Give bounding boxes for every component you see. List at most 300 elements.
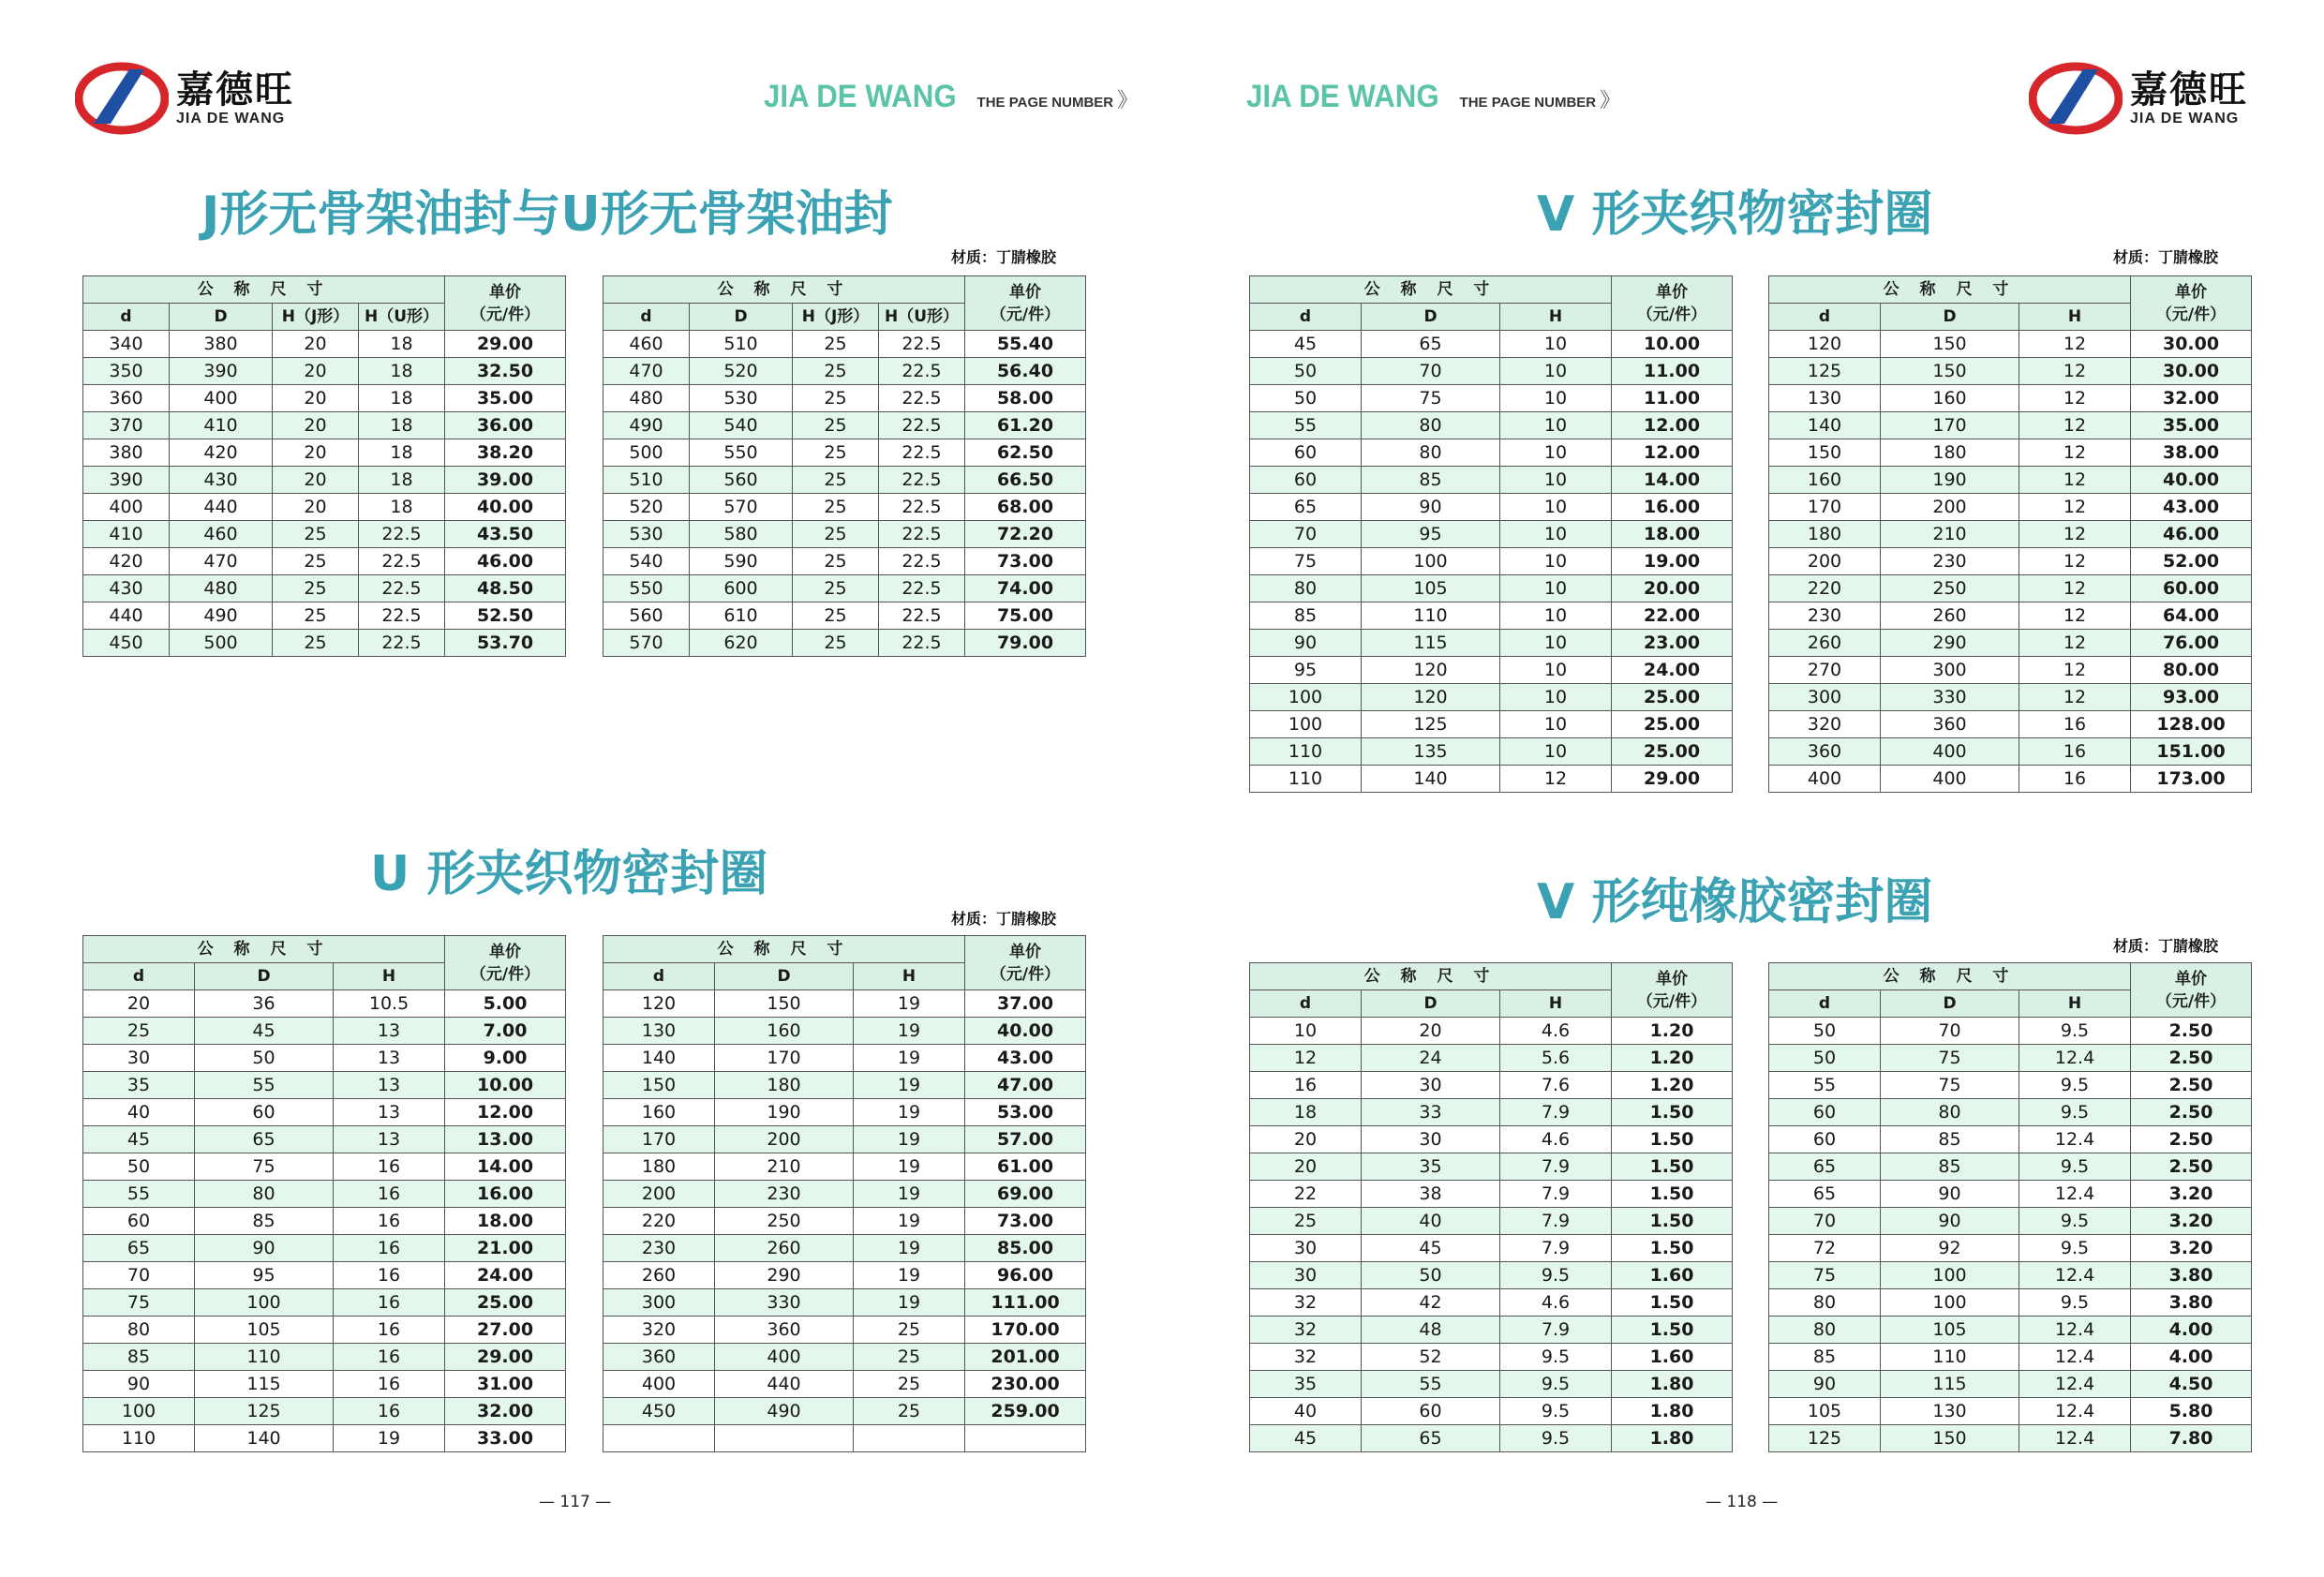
table-row bbox=[83, 1371, 566, 1398]
size-cell: 330 bbox=[1881, 684, 2019, 711]
table-row bbox=[1769, 331, 2252, 358]
table-row bbox=[1250, 1235, 1733, 1262]
table-row bbox=[603, 1018, 1086, 1045]
size-cell: 13 bbox=[334, 1072, 445, 1099]
size-cell: 16 bbox=[334, 1371, 445, 1398]
size-cell: 360 bbox=[715, 1317, 854, 1344]
size-cell: 120 bbox=[1362, 657, 1500, 684]
table-row bbox=[1769, 1099, 2252, 1126]
size-cell: 10 bbox=[1500, 494, 1612, 521]
size-cell: 370 bbox=[83, 412, 170, 439]
table-row bbox=[83, 385, 566, 412]
price-cell: 16.00 bbox=[445, 1181, 566, 1208]
price-cell: 1.60 bbox=[1612, 1262, 1733, 1289]
table-row bbox=[603, 575, 1086, 603]
price-cell: 61.00 bbox=[965, 1153, 1086, 1181]
header-unit-price: 单价 （元/件） bbox=[965, 276, 1086, 331]
size-cell: 200 bbox=[1881, 494, 2019, 521]
header-h-j: H（J形） bbox=[793, 304, 879, 331]
price-cell: 4.00 bbox=[2131, 1317, 2252, 1344]
price-cell: 53.00 bbox=[965, 1099, 1086, 1126]
size-cell: 32 bbox=[1250, 1317, 1362, 1344]
size-cell: 10 bbox=[1500, 412, 1612, 439]
size-cell: 400 bbox=[603, 1371, 715, 1398]
size-cell: 150 bbox=[1881, 331, 2019, 358]
size-cell: 95 bbox=[195, 1262, 334, 1289]
header-unit-price: 单价 （元/件） bbox=[2131, 963, 2252, 1018]
size-cell: 90 bbox=[1362, 494, 1500, 521]
price-cell: 18.00 bbox=[445, 1208, 566, 1235]
price-cell bbox=[965, 1425, 1086, 1452]
brand-name: JIA DE WANG bbox=[1246, 79, 1439, 114]
table-row bbox=[83, 1317, 566, 1344]
size-cell: 180 bbox=[603, 1153, 715, 1181]
price-cell: 1.50 bbox=[1612, 1317, 1733, 1344]
price-cell: 2.50 bbox=[2131, 1126, 2252, 1153]
header-unit-price: 单价 （元/件） bbox=[445, 936, 566, 990]
size-cell: 18 bbox=[1250, 1099, 1362, 1126]
size-cell: 100 bbox=[195, 1289, 334, 1317]
price-table-j-u-left bbox=[82, 275, 566, 657]
table-row bbox=[603, 1099, 1086, 1126]
price-cell: 40.00 bbox=[445, 494, 566, 521]
size-cell: 13 bbox=[334, 1018, 445, 1045]
table-row bbox=[603, 1371, 1086, 1398]
size-cell: 440 bbox=[83, 603, 170, 630]
size-cell: 580 bbox=[690, 521, 793, 548]
size-cell: 400 bbox=[1881, 766, 2019, 793]
size-cell: 12 bbox=[2019, 331, 2131, 358]
size-cell: 60 bbox=[1769, 1099, 1881, 1126]
price-cell: 33.00 bbox=[445, 1425, 566, 1452]
size-cell: 110 bbox=[1250, 766, 1362, 793]
size-cell: 110 bbox=[1250, 738, 1362, 766]
size-cell: 30 bbox=[1362, 1126, 1500, 1153]
table-row bbox=[83, 1289, 566, 1317]
size-cell: 22.5 bbox=[879, 603, 965, 630]
size-cell: 19 bbox=[854, 1153, 965, 1181]
size-cell: 16 bbox=[334, 1262, 445, 1289]
size-cell: 320 bbox=[603, 1317, 715, 1344]
size-cell: 400 bbox=[83, 494, 170, 521]
size-cell: 22.5 bbox=[879, 385, 965, 412]
size-cell: 20 bbox=[1250, 1153, 1362, 1181]
table-row bbox=[83, 1072, 566, 1099]
size-cell: 430 bbox=[83, 575, 170, 603]
size-cell: 150 bbox=[603, 1072, 715, 1099]
price-cell: 1.50 bbox=[1612, 1181, 1733, 1208]
size-cell: 9.5 bbox=[2019, 1289, 2131, 1317]
size-cell: 140 bbox=[1769, 412, 1881, 439]
size-cell: 19 bbox=[854, 1181, 965, 1208]
size-cell: 85 bbox=[1881, 1153, 2019, 1181]
header-D: D bbox=[1362, 304, 1500, 331]
table-row bbox=[1769, 1126, 2252, 1153]
size-cell: 12.4 bbox=[2019, 1425, 2131, 1452]
size-cell: 480 bbox=[603, 385, 690, 412]
price-cell: 46.00 bbox=[445, 548, 566, 575]
table-row bbox=[1250, 1153, 1733, 1181]
size-cell: 10 bbox=[1250, 1018, 1362, 1045]
size-cell: 45 bbox=[1250, 331, 1362, 358]
size-cell: 105 bbox=[1362, 575, 1500, 603]
price-cell: 9.00 bbox=[445, 1045, 566, 1072]
size-cell: 75 bbox=[1881, 1045, 2019, 1072]
size-cell: 25 bbox=[793, 331, 879, 358]
size-cell: 10 bbox=[1500, 439, 1612, 467]
table-row bbox=[83, 1045, 566, 1072]
size-cell: 570 bbox=[690, 494, 793, 521]
table-row bbox=[603, 1289, 1086, 1317]
size-cell: 9.5 bbox=[1500, 1344, 1612, 1371]
logo-cn-text: 嘉德旺 bbox=[2130, 68, 2248, 112]
size-cell: 55 bbox=[1250, 412, 1362, 439]
price-cell: 39.00 bbox=[445, 467, 566, 494]
size-cell: 65 bbox=[1362, 1425, 1500, 1452]
size-cell: 22.5 bbox=[359, 575, 445, 603]
size-cell: 560 bbox=[603, 603, 690, 630]
size-cell: 18 bbox=[359, 439, 445, 467]
size-cell: 9.5 bbox=[1500, 1398, 1612, 1425]
size-cell: 25 bbox=[793, 467, 879, 494]
material-note: 材质：丁腈橡胶 bbox=[951, 248, 1057, 266]
size-cell: 100 bbox=[83, 1398, 195, 1425]
price-cell: 230.00 bbox=[965, 1371, 1086, 1398]
size-cell: 12 bbox=[2019, 467, 2131, 494]
size-cell: 22.5 bbox=[359, 603, 445, 630]
size-cell: 12 bbox=[2019, 439, 2131, 467]
size-cell: 140 bbox=[195, 1425, 334, 1452]
header-d: d bbox=[1250, 990, 1362, 1018]
table-row bbox=[603, 521, 1086, 548]
size-cell: 19 bbox=[854, 1208, 965, 1235]
table-row bbox=[1769, 1289, 2252, 1317]
price-cell: 12.00 bbox=[1612, 412, 1733, 439]
table-row bbox=[1250, 575, 1733, 603]
size-cell: 440 bbox=[715, 1371, 854, 1398]
size-cell: 25 bbox=[273, 548, 359, 575]
size-cell: 120 bbox=[603, 990, 715, 1018]
size-cell: 90 bbox=[1881, 1208, 2019, 1235]
table-row bbox=[1769, 1072, 2252, 1099]
size-cell: 65 bbox=[83, 1235, 195, 1262]
size-cell: 20 bbox=[1250, 1126, 1362, 1153]
size-cell: 125 bbox=[195, 1398, 334, 1425]
size-cell: 35 bbox=[1250, 1371, 1362, 1398]
size-cell: 12.4 bbox=[2019, 1045, 2131, 1072]
price-cell: 1.50 bbox=[1612, 1289, 1733, 1317]
size-cell: 20 bbox=[83, 990, 195, 1018]
header-d: d bbox=[603, 963, 715, 990]
size-cell: 320 bbox=[1769, 711, 1881, 738]
size-cell: 7.9 bbox=[1500, 1153, 1612, 1181]
table-row bbox=[603, 630, 1086, 657]
size-cell: 30 bbox=[1362, 1072, 1500, 1099]
price-cell: 60.00 bbox=[2131, 575, 2252, 603]
table-row bbox=[603, 1344, 1086, 1371]
size-cell: 55 bbox=[83, 1181, 195, 1208]
size-cell: 550 bbox=[603, 575, 690, 603]
size-cell: 25 bbox=[793, 603, 879, 630]
price-cell: 3.20 bbox=[2131, 1181, 2252, 1208]
size-cell: 16 bbox=[334, 1317, 445, 1344]
table-row bbox=[603, 1425, 1086, 1452]
table-row bbox=[1250, 1099, 1733, 1126]
price-cell: 43.50 bbox=[445, 521, 566, 548]
size-cell: 105 bbox=[195, 1317, 334, 1344]
table-row bbox=[603, 1208, 1086, 1235]
table-row bbox=[83, 1344, 566, 1371]
size-cell: 7.9 bbox=[1500, 1235, 1612, 1262]
size-cell: 520 bbox=[603, 494, 690, 521]
table-row bbox=[603, 990, 1086, 1018]
size-cell: 85 bbox=[195, 1208, 334, 1235]
price-cell: 66.50 bbox=[965, 467, 1086, 494]
table-row bbox=[1250, 711, 1733, 738]
size-cell: 70 bbox=[1250, 521, 1362, 548]
size-cell: 230 bbox=[715, 1181, 854, 1208]
table-row bbox=[83, 358, 566, 385]
price-cell: 5.00 bbox=[445, 990, 566, 1018]
table-row bbox=[83, 439, 566, 467]
price-cell: 52.50 bbox=[445, 603, 566, 630]
price-cell: 68.00 bbox=[965, 494, 1086, 521]
header-d: d bbox=[1769, 304, 1881, 331]
price-cell: 170.00 bbox=[965, 1317, 1086, 1344]
size-cell: 10 bbox=[1500, 657, 1612, 684]
price-cell: 3.80 bbox=[2131, 1289, 2252, 1317]
size-cell: 18 bbox=[359, 412, 445, 439]
size-cell: 460 bbox=[603, 331, 690, 358]
table-row bbox=[1769, 1398, 2252, 1425]
size-cell: 490 bbox=[603, 412, 690, 439]
size-cell: 10 bbox=[1500, 711, 1612, 738]
table-row bbox=[83, 1208, 566, 1235]
double-chevron-icon: 》 bbox=[1600, 89, 1621, 112]
price-cell: 75.00 bbox=[965, 603, 1086, 630]
size-cell: 105 bbox=[1769, 1398, 1881, 1425]
size-cell: 250 bbox=[715, 1208, 854, 1235]
price-cell: 80.00 bbox=[2131, 657, 2252, 684]
size-cell bbox=[854, 1425, 965, 1452]
price-cell: 25.00 bbox=[1612, 711, 1733, 738]
header-D: D bbox=[690, 304, 793, 331]
table-row bbox=[83, 412, 566, 439]
price-table-v-rubber-left bbox=[1249, 962, 1733, 1452]
price-cell: 61.20 bbox=[965, 412, 1086, 439]
table-row bbox=[1769, 1344, 2252, 1371]
size-cell: 16 bbox=[2019, 766, 2131, 793]
size-cell: 16 bbox=[334, 1181, 445, 1208]
size-cell: 22.5 bbox=[879, 331, 965, 358]
size-cell: 440 bbox=[170, 494, 273, 521]
size-cell: 50 bbox=[1250, 358, 1362, 385]
size-cell: 36 bbox=[195, 990, 334, 1018]
size-cell: 100 bbox=[1881, 1262, 2019, 1289]
company-logo-icon bbox=[2029, 58, 2123, 139]
price-cell: 151.00 bbox=[2131, 738, 2252, 766]
size-cell: 420 bbox=[170, 439, 273, 467]
size-cell: 20 bbox=[273, 358, 359, 385]
price-cell: 1.50 bbox=[1612, 1153, 1733, 1181]
size-cell: 340 bbox=[83, 331, 170, 358]
size-cell: 230 bbox=[603, 1235, 715, 1262]
size-cell: 38 bbox=[1362, 1181, 1500, 1208]
size-cell: 9.5 bbox=[2019, 1208, 2131, 1235]
price-cell: 53.70 bbox=[445, 630, 566, 657]
table-row bbox=[1769, 1235, 2252, 1262]
table-row bbox=[1769, 575, 2252, 603]
table-row bbox=[603, 1181, 1086, 1208]
table-row bbox=[603, 331, 1086, 358]
size-cell: 65 bbox=[1362, 331, 1500, 358]
size-cell: 500 bbox=[170, 630, 273, 657]
price-cell: 11.00 bbox=[1612, 385, 1733, 412]
size-cell: 110 bbox=[195, 1344, 334, 1371]
size-cell: 170 bbox=[603, 1126, 715, 1153]
size-cell: 12.4 bbox=[2019, 1126, 2131, 1153]
size-cell: 10.5 bbox=[334, 990, 445, 1018]
table-row bbox=[1250, 630, 1733, 657]
size-cell: 85 bbox=[83, 1344, 195, 1371]
price-cell: 62.50 bbox=[965, 439, 1086, 467]
header-d: d bbox=[1769, 990, 1881, 1018]
size-cell: 16 bbox=[334, 1235, 445, 1262]
table-row bbox=[603, 439, 1086, 467]
table-row bbox=[603, 1262, 1086, 1289]
header-d: d bbox=[1250, 304, 1362, 331]
size-cell: 4.6 bbox=[1500, 1126, 1612, 1153]
price-table-v-fabric-left bbox=[1249, 275, 1733, 793]
size-cell: 19 bbox=[854, 990, 965, 1018]
size-cell: 10 bbox=[1500, 738, 1612, 766]
size-cell: 25 bbox=[854, 1398, 965, 1425]
size-cell: 410 bbox=[170, 412, 273, 439]
size-cell: 22 bbox=[1250, 1181, 1362, 1208]
size-cell: 19 bbox=[854, 1018, 965, 1045]
size-cell: 22.5 bbox=[879, 494, 965, 521]
price-cell: 73.00 bbox=[965, 548, 1086, 575]
size-cell: 400 bbox=[1769, 766, 1881, 793]
size-cell: 22.5 bbox=[359, 521, 445, 548]
price-cell: 3.20 bbox=[2131, 1208, 2252, 1235]
table-row bbox=[1250, 1126, 1733, 1153]
table-row bbox=[1769, 766, 2252, 793]
size-cell: 12 bbox=[1500, 766, 1612, 793]
table-row bbox=[83, 494, 566, 521]
company-logo-icon bbox=[75, 58, 169, 139]
size-cell: 4.6 bbox=[1500, 1018, 1612, 1045]
table-row bbox=[1250, 1208, 1733, 1235]
size-cell: 18 bbox=[359, 385, 445, 412]
size-cell: 25 bbox=[793, 630, 879, 657]
size-cell: 170 bbox=[1769, 494, 1881, 521]
size-cell: 22.5 bbox=[879, 412, 965, 439]
size-cell: 360 bbox=[1769, 738, 1881, 766]
material-note: 材质：丁腈橡胶 bbox=[951, 910, 1057, 928]
price-cell: 14.00 bbox=[445, 1153, 566, 1181]
header-nominal-size: 公 称 尺 寸 bbox=[1769, 963, 2131, 990]
brand-header-left bbox=[764, 79, 1138, 115]
size-cell: 380 bbox=[170, 331, 273, 358]
price-cell: 32.00 bbox=[445, 1398, 566, 1425]
size-cell: 32 bbox=[1250, 1289, 1362, 1317]
size-cell: 12 bbox=[2019, 657, 2131, 684]
size-cell: 7.9 bbox=[1500, 1208, 1612, 1235]
price-cell: 35.00 bbox=[2131, 412, 2252, 439]
header-unit-price: 单价 （元/件） bbox=[1612, 963, 1733, 1018]
table-row bbox=[83, 630, 566, 657]
section-title-j-u: J形无骨架油封与U形无骨架油封 bbox=[201, 186, 893, 243]
size-cell: 75 bbox=[1362, 385, 1500, 412]
size-cell: 65 bbox=[1769, 1153, 1881, 1181]
price-cell: 1.50 bbox=[1612, 1208, 1733, 1235]
size-cell: 530 bbox=[690, 385, 793, 412]
size-cell: 20 bbox=[273, 331, 359, 358]
size-cell: 60 bbox=[1362, 1398, 1500, 1425]
size-cell: 330 bbox=[715, 1289, 854, 1317]
table-row bbox=[1769, 385, 2252, 412]
size-cell: 80 bbox=[1362, 439, 1500, 467]
size-cell: 72 bbox=[1769, 1235, 1881, 1262]
size-cell: 80 bbox=[1881, 1099, 2019, 1126]
header-h: H bbox=[334, 963, 445, 990]
size-cell: 33 bbox=[1362, 1099, 1500, 1126]
price-cell: 30.00 bbox=[2131, 358, 2252, 385]
section-title-v-fabric: V 形夹织物密封圈 bbox=[1537, 186, 1933, 243]
size-cell: 210 bbox=[1881, 521, 2019, 548]
table-row bbox=[603, 1153, 1086, 1181]
size-cell: 75 bbox=[1881, 1072, 2019, 1099]
size-cell: 9.5 bbox=[2019, 1099, 2131, 1126]
size-cell: 10 bbox=[1500, 575, 1612, 603]
size-cell: 16 bbox=[2019, 711, 2131, 738]
size-cell: 290 bbox=[715, 1262, 854, 1289]
size-cell: 360 bbox=[1881, 711, 2019, 738]
table-row bbox=[1250, 657, 1733, 684]
price-cell: 32.00 bbox=[2131, 385, 2252, 412]
size-cell: 200 bbox=[603, 1181, 715, 1208]
header-D: D bbox=[715, 963, 854, 990]
size-cell: 40 bbox=[1250, 1398, 1362, 1425]
size-cell: 13 bbox=[334, 1045, 445, 1072]
table-row bbox=[1250, 1317, 1733, 1344]
size-cell: 55 bbox=[1769, 1072, 1881, 1099]
table-row bbox=[1250, 1262, 1733, 1289]
price-cell: 52.00 bbox=[2131, 548, 2252, 575]
size-cell: 20 bbox=[273, 412, 359, 439]
size-cell: 9.5 bbox=[1500, 1262, 1612, 1289]
price-cell: 29.00 bbox=[445, 331, 566, 358]
table-row bbox=[1769, 1153, 2252, 1181]
table-row bbox=[603, 1126, 1086, 1153]
table-row bbox=[1769, 1371, 2252, 1398]
size-cell: 80 bbox=[1769, 1289, 1881, 1317]
size-cell: 60 bbox=[1250, 467, 1362, 494]
price-cell: 57.00 bbox=[965, 1126, 1086, 1153]
price-cell: 5.80 bbox=[2131, 1398, 2252, 1425]
size-cell: 19 bbox=[854, 1072, 965, 1099]
size-cell: 170 bbox=[1881, 412, 2019, 439]
size-cell: 610 bbox=[690, 603, 793, 630]
size-cell: 22.5 bbox=[359, 548, 445, 575]
table-row bbox=[1250, 603, 1733, 630]
size-cell: 130 bbox=[1769, 385, 1881, 412]
table-row bbox=[1769, 1208, 2252, 1235]
size-cell: 200 bbox=[1769, 548, 1881, 575]
size-cell: 22.5 bbox=[879, 630, 965, 657]
table-row bbox=[1250, 766, 1733, 793]
